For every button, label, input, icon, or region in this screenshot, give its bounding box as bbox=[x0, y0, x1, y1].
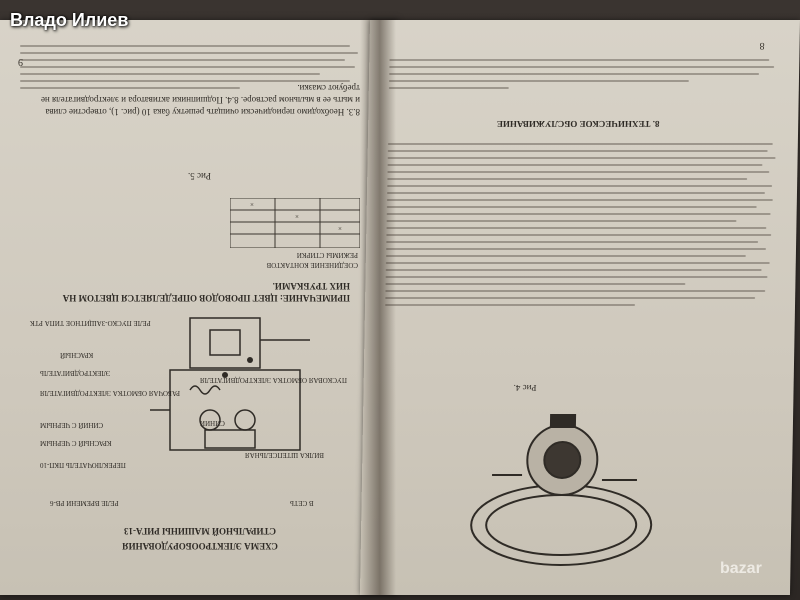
book-gutter bbox=[360, 20, 396, 595]
label-krasny: КРАСНЫЙ bbox=[60, 351, 94, 359]
watermark-text: Владо Илиев bbox=[10, 10, 129, 30]
wiring-note: ПРИМЕЧАНИЕ: ЦВЕТ ПРОВОДОВ ОПРЕДЕЛЯЕТСЯ ЦВЕТОМ НА НИХ ТРУБКАМИ. bbox=[62, 281, 350, 303]
svg-text:×: × bbox=[250, 201, 254, 209]
contacts-table bbox=[230, 198, 360, 248]
maintenance-heading: 8. ТЕХНИЧЕСКОЕ ОБСЛУЖИВАНИЕ bbox=[496, 119, 660, 129]
label-siniy-s-chernym: СИНИЙ С ЧЕРНЫМ bbox=[40, 421, 104, 429]
label-rabochaya-obmotka: РАБОЧАЯ ОБМОТКА ЭЛЕКТРОДВИГАТЕЛЯ bbox=[40, 389, 180, 397]
right-page-number: 8 bbox=[759, 40, 765, 51]
label-puskovaya-obmotka: ПУСКОВАЯ ОБМОТКА ЭЛЕКТРОДВИГАТЕЛЯ bbox=[200, 376, 347, 384]
label-v-set: В СЕТЬ bbox=[290, 499, 314, 507]
schematic-title-line2: СТИРАЛЬНОЙ МАШИНЫ РИГА-13 bbox=[124, 526, 276, 536]
right-page bbox=[360, 20, 800, 595]
left-page-number: 9 bbox=[18, 56, 23, 67]
table-header-2: СОЕДИНЕНИЕ КОНТАКТОВ bbox=[266, 261, 358, 269]
right-text-block-top bbox=[389, 54, 780, 94]
label-siniy: СИНИЙ bbox=[200, 419, 225, 427]
left-section-text: 8.3. Необходимо периодически очищать решетку бака 10 (рис. 1), отверстие слива и мыть ее в мыльном растворе. 8.4. Подшипники активатора и электродвигателя не требуют смазки. bbox=[40, 83, 360, 117]
label-rele-vremeni: РЕЛЕ ВРЕМЕНИ РВ-6 bbox=[50, 499, 119, 507]
label-krasny-s-chernym: КРАСНЫЙ С ЧЕРНЫМ bbox=[40, 439, 112, 447]
table-header-1: РЕЖИМЫ СТИРКИ bbox=[296, 251, 358, 259]
right-text-block-main bbox=[385, 138, 778, 311]
label-elektrodvigatel: ЭЛЕКТРОДВИГАТЕЛЬ bbox=[40, 369, 111, 377]
washing-machine-drawing bbox=[460, 405, 663, 575]
svg-text:×: × bbox=[338, 225, 342, 233]
left-figure-caption: Рис 5. bbox=[188, 171, 211, 181]
right-figure-caption: Рис 4. bbox=[513, 383, 537, 393]
left-page bbox=[0, 20, 398, 595]
label-pereklyuchatel: ПЕРЕКЛЮЧАТЕЛЬ ПКП-10 bbox=[40, 461, 126, 469]
schematic-title-line1: СХЕМА ЭЛЕКТРООБОРУДОВАНИЯ bbox=[122, 541, 278, 551]
brand-logo: bazar bbox=[720, 560, 762, 577]
label-vilka: ВИЛКА ШТЕПСЕЛЬНАЯ bbox=[245, 451, 325, 459]
svg-text:×: × bbox=[295, 213, 299, 221]
label-rele-pusko: РЕЛЕ ПУСКО-ЗАЩИТНОЕ ТИПА РТК bbox=[30, 319, 151, 327]
